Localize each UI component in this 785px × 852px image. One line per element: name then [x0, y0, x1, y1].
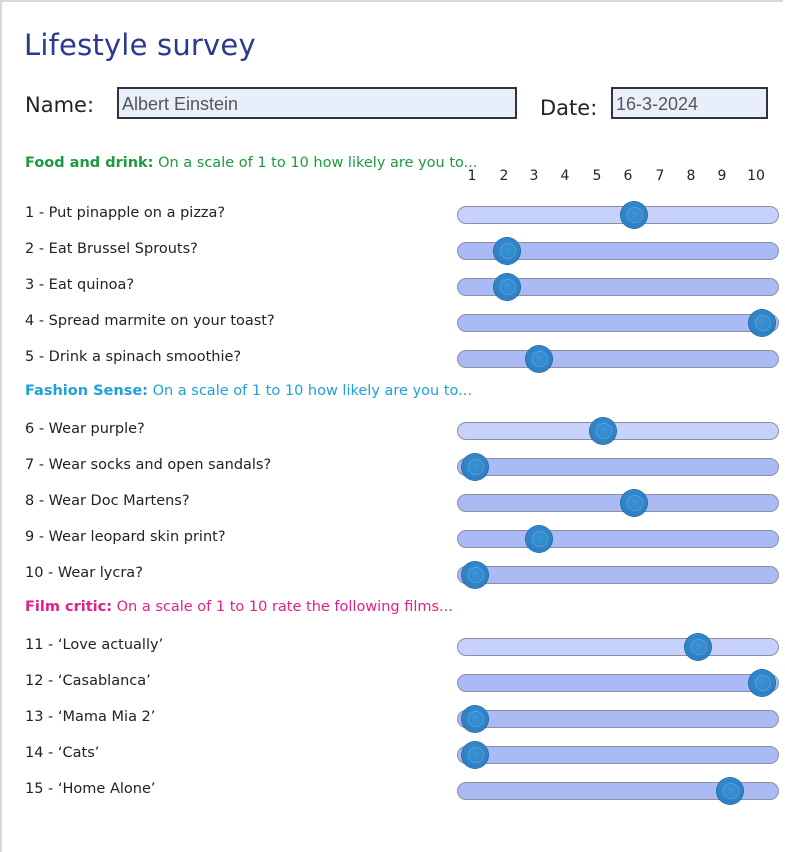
rating-slider-track[interactable] [457, 458, 779, 476]
rating-slider-thumb[interactable] [462, 454, 488, 480]
question-row [0, 205, 785, 241]
rating-slider-track[interactable] [457, 350, 779, 368]
date-field[interactable]: 16-3-2024 [611, 87, 768, 119]
name-field[interactable]: Albert Einstein [117, 87, 517, 119]
question-row [0, 277, 785, 313]
question-row [0, 421, 785, 457]
question-row [0, 709, 785, 745]
scale-tick-7: 7 [655, 168, 665, 184]
question-label: 5 - Drink a spinach smoothie? [25, 349, 242, 365]
rating-slider-thumb[interactable] [590, 418, 616, 444]
rating-slider-thumb[interactable] [621, 202, 647, 228]
question-row [0, 781, 785, 817]
rating-slider-thumb[interactable] [494, 274, 520, 300]
question-label: 12 - ‘Casablanca’ [25, 673, 151, 689]
question-row [0, 493, 785, 529]
rating-slider-thumb[interactable] [526, 346, 552, 372]
rating-slider-thumb[interactable] [462, 562, 488, 588]
question-label: 3 - Eat quinoa? [25, 277, 135, 293]
scale-tick-6: 6 [623, 168, 633, 184]
section-fashion-prompt: On a scale of 1 to 10 how likely are you to... [152, 383, 472, 399]
question-label: 14 - ‘Cats’ [25, 745, 100, 761]
rating-slider-thumb[interactable] [717, 778, 743, 804]
scale-tick-10: 10 [747, 168, 765, 184]
rating-slider-thumb[interactable] [462, 706, 488, 732]
section-film-prompt: On a scale of 1 to 10 rate the following films... [116, 599, 453, 615]
scale-tick-2: 2 [499, 168, 509, 184]
scale-tick-1: 1 [467, 168, 477, 184]
question-row [0, 457, 785, 493]
question-row [0, 637, 785, 673]
scale-tick-4: 4 [560, 168, 570, 184]
rating-slider-track[interactable] [457, 422, 779, 440]
scale-ticks [0, 168, 785, 188]
rating-slider-track[interactable] [457, 314, 779, 332]
section-fashion-heading [25, 383, 472, 399]
rating-slider-thumb[interactable] [494, 238, 520, 264]
question-label: 2 - Eat Brussel Sprouts? [25, 241, 198, 257]
question-row [0, 241, 785, 277]
rating-slider-track[interactable] [457, 530, 779, 548]
question-label: 10 - Wear lycra? [25, 565, 143, 581]
scale-tick-3: 3 [529, 168, 539, 184]
scale-tick-9: 9 [717, 168, 727, 184]
question-row [0, 313, 785, 349]
question-label: 11 - ‘Love actually’ [25, 637, 164, 653]
scale-tick-8: 8 [686, 168, 696, 184]
rating-slider-track[interactable] [457, 494, 779, 512]
section-food-title: Food and drink: [25, 155, 154, 171]
section-fashion-title: Fashion Sense: [25, 383, 148, 399]
rating-slider-track[interactable] [457, 710, 779, 728]
question-label: 4 - Spread marmite on your toast? [25, 313, 275, 329]
question-row [0, 349, 785, 385]
question-label: 15 - ‘Home Alone’ [25, 781, 156, 797]
page-title: Lifestyle survey [24, 28, 256, 62]
rating-slider-track[interactable] [457, 638, 779, 656]
rating-slider-track[interactable] [457, 674, 779, 692]
question-label: 6 - Wear purple? [25, 421, 145, 437]
question-label: 13 - ‘Mama Mia 2’ [25, 709, 156, 725]
question-label: 8 - Wear Doc Martens? [25, 493, 190, 509]
question-row [0, 745, 785, 781]
rating-slider-thumb[interactable] [749, 670, 775, 696]
name-label: Name: [25, 93, 95, 117]
question-label: 9 - Wear leopard skin print? [25, 529, 226, 545]
rating-slider-thumb[interactable] [526, 526, 552, 552]
question-row [0, 565, 785, 601]
rating-slider-track[interactable] [457, 206, 779, 224]
rating-slider-thumb[interactable] [462, 742, 488, 768]
date-label: Date: [540, 96, 598, 120]
section-food-prompt: On a scale of 1 to 10 how likely are you to... [158, 155, 478, 171]
scale-tick-5: 5 [592, 168, 602, 184]
question-label: 1 - Put pinapple on a pizza? [25, 205, 226, 221]
section-film-heading [25, 599, 453, 615]
rating-slider-track[interactable] [457, 746, 779, 764]
rating-slider-thumb[interactable] [621, 490, 647, 516]
section-film-title: Film critic: [25, 599, 113, 615]
rating-slider-thumb[interactable] [749, 310, 775, 336]
rating-slider-thumb[interactable] [685, 634, 711, 660]
question-row [0, 673, 785, 709]
rating-slider-track[interactable] [457, 566, 779, 584]
question-label: 7 - Wear socks and open sandals? [25, 457, 272, 473]
question-row [0, 529, 785, 565]
